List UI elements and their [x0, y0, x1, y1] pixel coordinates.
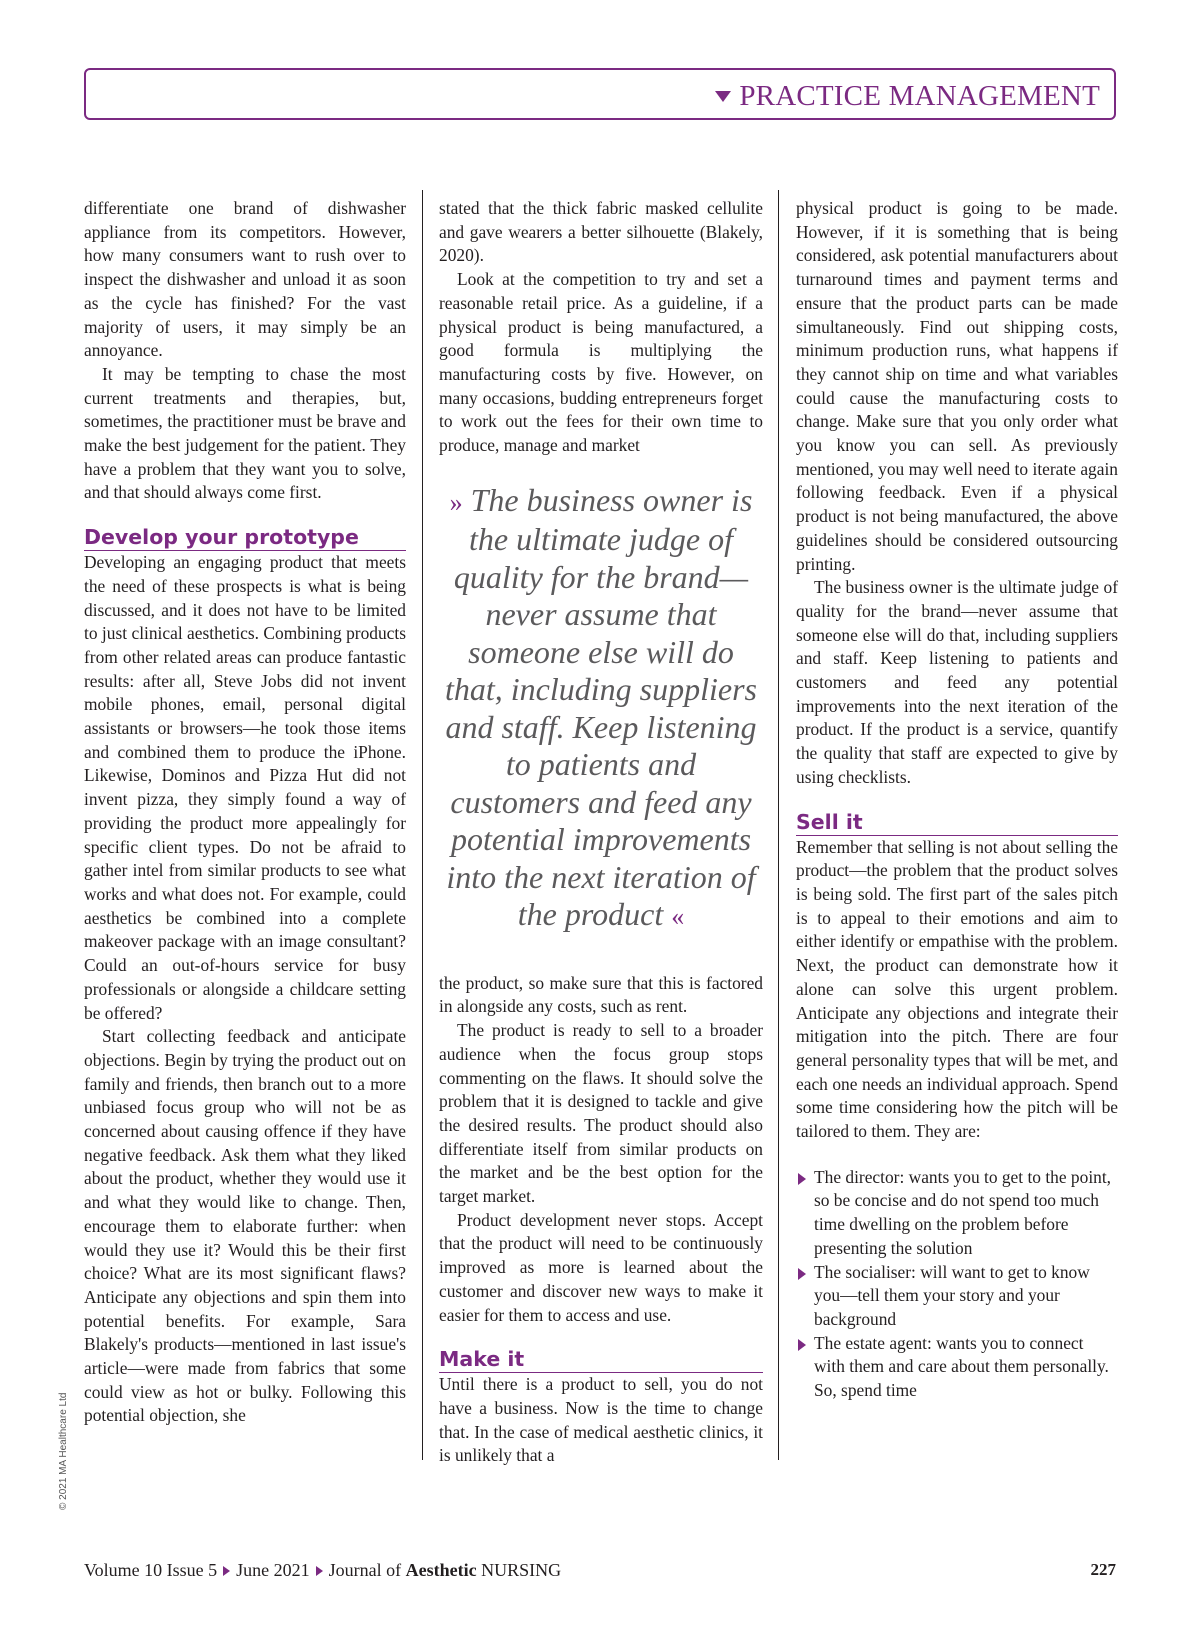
- footer-journal: Journal of Aesthetic NURSING: [328, 1560, 562, 1580]
- column-3: [796, 197, 1118, 1403]
- pull-quote: [439, 482, 763, 936]
- section-title: PRACTICE MANAGEMENT: [739, 80, 1100, 112]
- heading-make-it: Make it: [439, 1347, 763, 1373]
- paragraph: the product, so make sure that this is factored in alongside any costs, such as rent.: [439, 972, 763, 1017]
- list-item: The director: wants you to get to the point, so be concise and do not spend too much time dwelling on the problem before presenting the solution: [796, 1166, 1118, 1261]
- paragraph: Remember that selling is not about selling the product—the problem that the product solves is being sold. The first part of the sales pitch is to appeal to their emotions and aim to either identify or empathise with the problem. Next, the product can demonstrate how it alone can solve this urgent problem. Anticipate any objections and integrate their mitigation into the pitch. There are four general personality types that will be met, and each one needs an individual approach. Spend some time considering how the pitch will be tailored to them. They are:: [796, 836, 1118, 1142]
- paragraph: stated that the thick fabric masked cellulite and gave wearers a better silhouette (Blakely, 2020).: [439, 198, 763, 266]
- paragraph: Look at the competition to try and set a reasonable retail price. As a guideline, if a physical product is being manufactured, a good formula is multiplying the manufacturing costs by five. However, on many occasions, budding entrepreneurs forget to work out the fees for their own time to produce, manage and market: [439, 269, 763, 456]
- column-1: [84, 197, 406, 1428]
- paragraph: Product development never stops. Accept that the product will need to be continuously improved as more is learned about the customer and discover new ways to make it easier for them to access and use.: [439, 1209, 763, 1325]
- footer-date: June 2021: [236, 1560, 310, 1580]
- footer: [84, 1560, 561, 1581]
- triangle-right-icon: [223, 1566, 230, 1576]
- personality-list: [796, 1166, 1118, 1403]
- quote-close-mark: «: [671, 902, 685, 932]
- triangle-right-icon: [798, 1173, 806, 1185]
- triangle-right-icon: [798, 1339, 806, 1351]
- paragraph: differentiate one brand of dishwasher appliance from its competitors. However, how many consumers want to rush over to inspect the dishwasher and unload it as soon as the cycle has finished? For the vast majority of users, it may simply be an annoyance.: [84, 198, 406, 361]
- heading-develop-prototype: Develop your prototype: [84, 525, 406, 551]
- list-item: The socialiser: will want to get to know you—tell them your story and your background: [796, 1261, 1118, 1332]
- triangle-down-icon: [715, 91, 731, 102]
- paragraph: The product is ready to sell to a broader audience when the focus group stops commenting on the flaws. It should solve the problem that it is designed to tackle and give the desired results. The product should also differentiate itself from similar products on the market and be the best option for the target market.: [439, 1020, 763, 1207]
- paragraph: physical product is going to be made. However, if it is something that is being considered, ask potential manufacturers about turnaround times and payment terms and ensure that the product parts can be made simultaneously. Find out shipping costs, minimum production runs, what happens if they cannot ship on time and what variables could cause the manufacturing costs to change. Make sure that you only order what you know you can sell. As previously mentioned, you may well need to iterate again following feedback. Even if a physical product is not being manufactured, the above guidelines should be considered outsourcing printing.: [796, 198, 1118, 574]
- triangle-right-icon: [798, 1268, 806, 1280]
- list-item: The estate agent: wants you to connect with them and care about them personally. So, spend time: [796, 1332, 1118, 1403]
- page-number: 227: [1090, 1560, 1116, 1579]
- triangle-right-icon: [316, 1566, 323, 1576]
- paragraph: The business owner is the ultimate judge of quality for the brand—never assume that someone else will do that, including suppliers and staff. Keep listening to patients and customers and feed any potential improvements into the next iteration of the product. If the product is a service, quantify the quality that staff are expected to give by using checklists.: [796, 577, 1118, 787]
- paragraph: Until there is a product to sell, you do not have a business. Now is the time to change that. In the case of medical aesthetic clinics, it is unlikely that a: [439, 1374, 763, 1466]
- section-label: [715, 80, 1100, 113]
- column-divider: [778, 190, 779, 1460]
- column-divider: [422, 190, 423, 1460]
- header-banner: [84, 68, 1116, 120]
- quote-open-mark: »: [449, 487, 463, 517]
- paragraph: Developing an engaging product that meets the need of these prospects is what is being discussed, and it does not have to be limited to just clinical aesthetics. Combining products from other related areas can produce fantastic results: after all, Steve Jobs did not invent mobile phones, email, personal digital assistants or browsers—he took those items and combined them to produce the iPhone. Likewise, Dominos and Pizza Hut did not invent pizza, they simply found a way of providing the product more appealingly for specific client types. Do not be afraid to gather intel from similar products to see what works and what does not. For example, could aesthetics be combined into a complete makeover package with an image consultant? Could an out-of-hours service for busy professionals or alongside a childcare setting be offered?: [84, 552, 406, 1023]
- paragraph: It may be tempting to chase the most current treatments and therapies, but, sometimes, the practitioner must be brave and make the best judgement for the patient. They have a problem that they want you to solve, and that should always come first.: [84, 363, 406, 503]
- heading-sell-it: Sell it: [796, 810, 1118, 836]
- pull-quote-text: The business owner is the ultimate judge of quality for the brand—never assume that someone else will do that, including suppliers and staff. Keep listening to patients and customers and feed any potential improvements into the next iteration of the product: [445, 481, 757, 933]
- footer-volume: Volume 10 Issue 5: [84, 1560, 218, 1580]
- copyright-notice: © 2021 MA Healthcare Ltd: [58, 1392, 69, 1510]
- column-2: [439, 197, 763, 1468]
- paragraph: Start collecting feedback and anticipate objections. Begin by trying the product out on family and friends, then branch out to a more unbiased focus group who will not be as concerned about causing offence if they have negative feedback. Ask them what they liked about the product, whether they would use it and what they would like to change. Then, encourage them to elaborate further: when would they use it? Would this be their first choice? What are its most significant flaws? Anticipate any objections and spin them into potential benefits. For example, Sara Blakely's products—mentioned in last issue's article—were made from fabrics that some could view as hot or bulky. Following this potential objection, she: [84, 1026, 406, 1426]
